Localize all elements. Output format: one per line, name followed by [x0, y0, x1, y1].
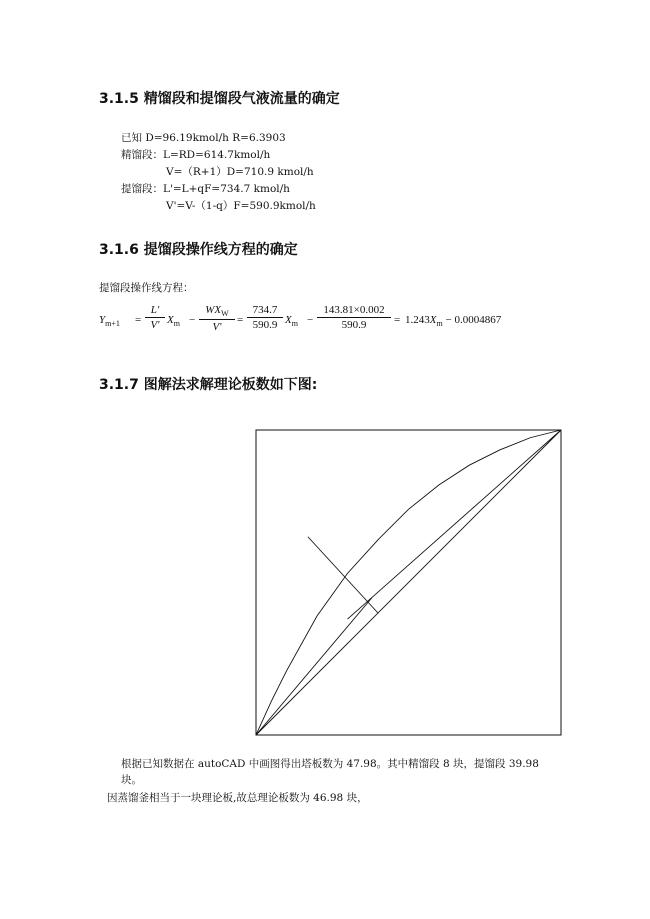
rectifying-operating-line-line: [348, 430, 562, 619]
equation-lhs: $Y_{m+1}$: [99, 314, 120, 329]
q-line-line: [308, 537, 378, 613]
section-316-heading: 3.1.6 提馏段操作线方程的确定: [99, 242, 298, 258]
section-315-heading: 3.1.5 精馏段和提馏段气液流量的确定: [99, 91, 340, 107]
rectifying-L-line: 精馏段：L=RD=614.7kmol/h: [121, 149, 271, 161]
fraction-734-over-590: 734.7 590.9: [247, 304, 283, 331]
fraction-WXw-over-V: $WX_W$ V': [199, 304, 235, 333]
formula-intro: 提馏段操作线方程：: [99, 282, 194, 294]
stripping-L-line: 提馏段：L'=L+qF=734.7 kmol/h: [121, 183, 290, 195]
fraction-143-over-590: 143.81×0.002 590.9: [317, 304, 391, 331]
mccabe-thiele-diagram: [250, 425, 570, 740]
known-values-line: 已知 D=96.19kmol/h R=6.3903: [121, 132, 286, 144]
rectifying-V-line: V=（R+1）D=710.9 kmol/h: [166, 166, 314, 178]
stripping-V-line: V'=V-（1-q）F=590.9kmol/h: [166, 200, 316, 212]
caption-line-3: 因蒸馏釜相当于一块理论板,故总理论板数为 46.98 块，: [107, 792, 368, 804]
stripping-operating-line-line: [256, 598, 372, 735]
diagonal-line: [256, 430, 561, 735]
equation-result: $1.243X_m - 0.0004867$: [405, 314, 502, 329]
caption-line-2: 块。: [121, 774, 142, 786]
caption-line-1: 根据已知数据在 autoCAD 中画图得出塔板数为 47.98。其中精馏段 8 块，提馏段 39.98: [121, 758, 539, 770]
section-317-heading: 3.1.7 图解法求解理论板数如下图:: [99, 377, 318, 393]
fraction-L-over-V: L' V': [145, 304, 165, 331]
stripping-operating-line-equation: $Y_{m+1}$ = L' V' $X_m$ − $WX_W$ V' = 734.7 590.9 $X_m$ − 143.81×0.002 590.9 = $1.243X_m - 0.0004867$: [99, 304, 502, 334]
